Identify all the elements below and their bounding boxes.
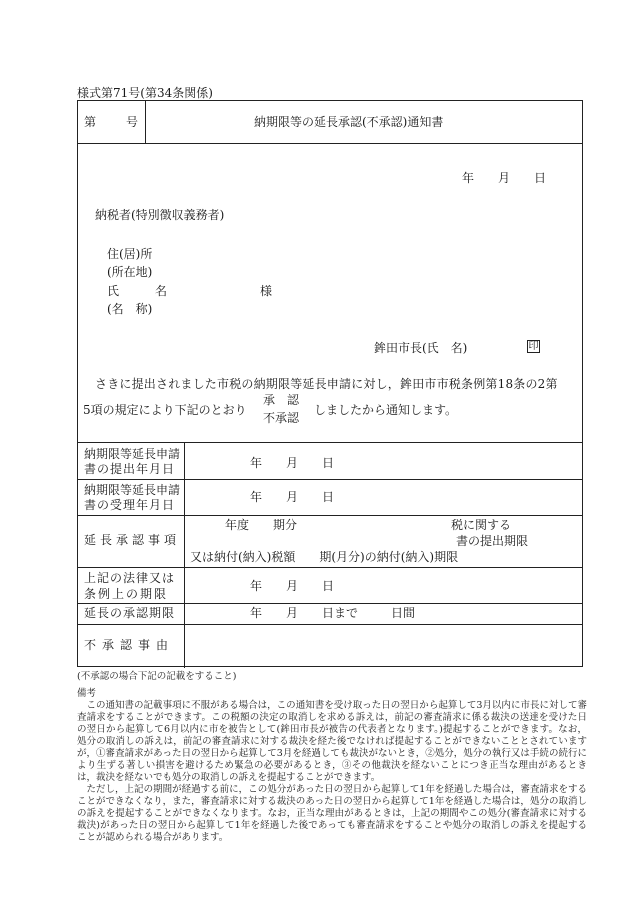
row-label: 条例上の期限 <box>84 587 169 601</box>
honorific: 様 <box>260 284 273 298</box>
body-line-2-prefix: 5項の規定により下記のとおり <box>83 403 247 417</box>
name-label: 氏 名 <box>107 284 168 298</box>
header-divider <box>145 101 146 143</box>
row-value: 年 月 日 <box>250 579 335 593</box>
issue-date: 年 月 日 <box>462 171 547 185</box>
approve-option: 承 認 <box>263 393 300 407</box>
seal-mark: 印 <box>528 341 539 352</box>
row-value: 年 月 日まで <box>250 606 359 620</box>
row-label: 納期限等延長申請 <box>84 483 181 497</box>
row-value: 又は納付(納入)税額 期(月分)の納付(納入)期限 <box>190 550 459 564</box>
row-value: 日間 <box>391 606 416 620</box>
row-label: 不承認事由 <box>84 638 175 652</box>
remarks <box>77 688 587 844</box>
body-line-1: さきに提出されました市税の納期限等延長申請に対し，鉾田市市税条例第18条の2第 <box>95 377 558 391</box>
row-value: 年 月 日 <box>250 490 335 504</box>
row-label: 納期限等延長申請 <box>84 447 181 461</box>
corp-name-label: (名 称) <box>107 302 153 316</box>
notice-form <box>77 100 583 667</box>
row-label: 上記の法律又は <box>84 571 176 585</box>
remarks-paragraph: ただし，上記の期間が経過する前に，この処分があった日の翌日から起算して1年を経過した場合は，審査請求をすることができなくなり，また，審査請求に対する裁決のあった日の翌日から起算して1年を経過した場合は，処分の取消しの訴えを提起することができなくなります。なお，正当な理由があるときは，上記の期間やこの処分(審査請求に対する裁決)があった日の翌日から起算して1年を経過した後であっても審査請求をすることや処分の取消しの訴えを提起することが認められる場合があります。 <box>77 784 587 843</box>
form-title: 納期限等の延長承認(不承認)通知書 <box>254 115 444 129</box>
row-label: 延長承認事項 <box>84 533 181 547</box>
row-label: 延長の承認期限 <box>84 606 176 620</box>
disapprove-option: 不承認 <box>263 411 300 425</box>
row-label: 書の受理年月日 <box>84 498 176 512</box>
row-value: 年度 期分 <box>225 518 298 532</box>
row-value: 書の提出期限 <box>456 534 529 548</box>
taxpayer-label: 納税者(特別徴収義務者) <box>95 208 225 222</box>
body-line-2-suffix: しましたから通知します。 <box>314 403 458 417</box>
footnote: (不承認の場合下記の記載をすること) <box>77 671 237 682</box>
number-label: 第 号 <box>84 115 141 129</box>
row-label: 書の提出年月日 <box>84 462 176 476</box>
row-value: 税に関する <box>451 518 512 532</box>
address-label: 住(居)所 <box>107 247 153 261</box>
table-divider <box>184 442 185 668</box>
remarks-title: 備考 <box>77 688 97 699</box>
form-id: 様式第71号(第34条関係) <box>77 86 213 100</box>
location-label: (所在地) <box>107 265 153 279</box>
remarks-paragraph: この通知書の記載事項に不服がある場合は，この通知書を受け取った日の翌日から起算して3月以内に市長に対して審査請求をすることができます。この税額の決定の取消しを求める訴えは，前記の審査請求に係る裁決の送達を受けた日の翌日から起算して6月以内に市を被告として(鉾田市長が被告の代表者となります。)提起することができます。なお，処分の取消しの訴えは，前記の審査請求に対する裁決を経た後でなければ提起することができないこととされていますが，①審査請求があった日の翌日から起算して3月を経過しても裁決がないとき，②処分，処分の執行又は手続の続行により生ずる著しい損害を避けるため緊急の必要があるとき，③その他裁決を経ないことにつき正当な理由があるときは，裁決を経ないでも処分の取消しの訴えを提起することができます。 <box>77 700 587 783</box>
row-value: 年 月 日 <box>250 456 335 470</box>
mayor-label: 鉾田市長(氏 名) <box>374 341 468 355</box>
